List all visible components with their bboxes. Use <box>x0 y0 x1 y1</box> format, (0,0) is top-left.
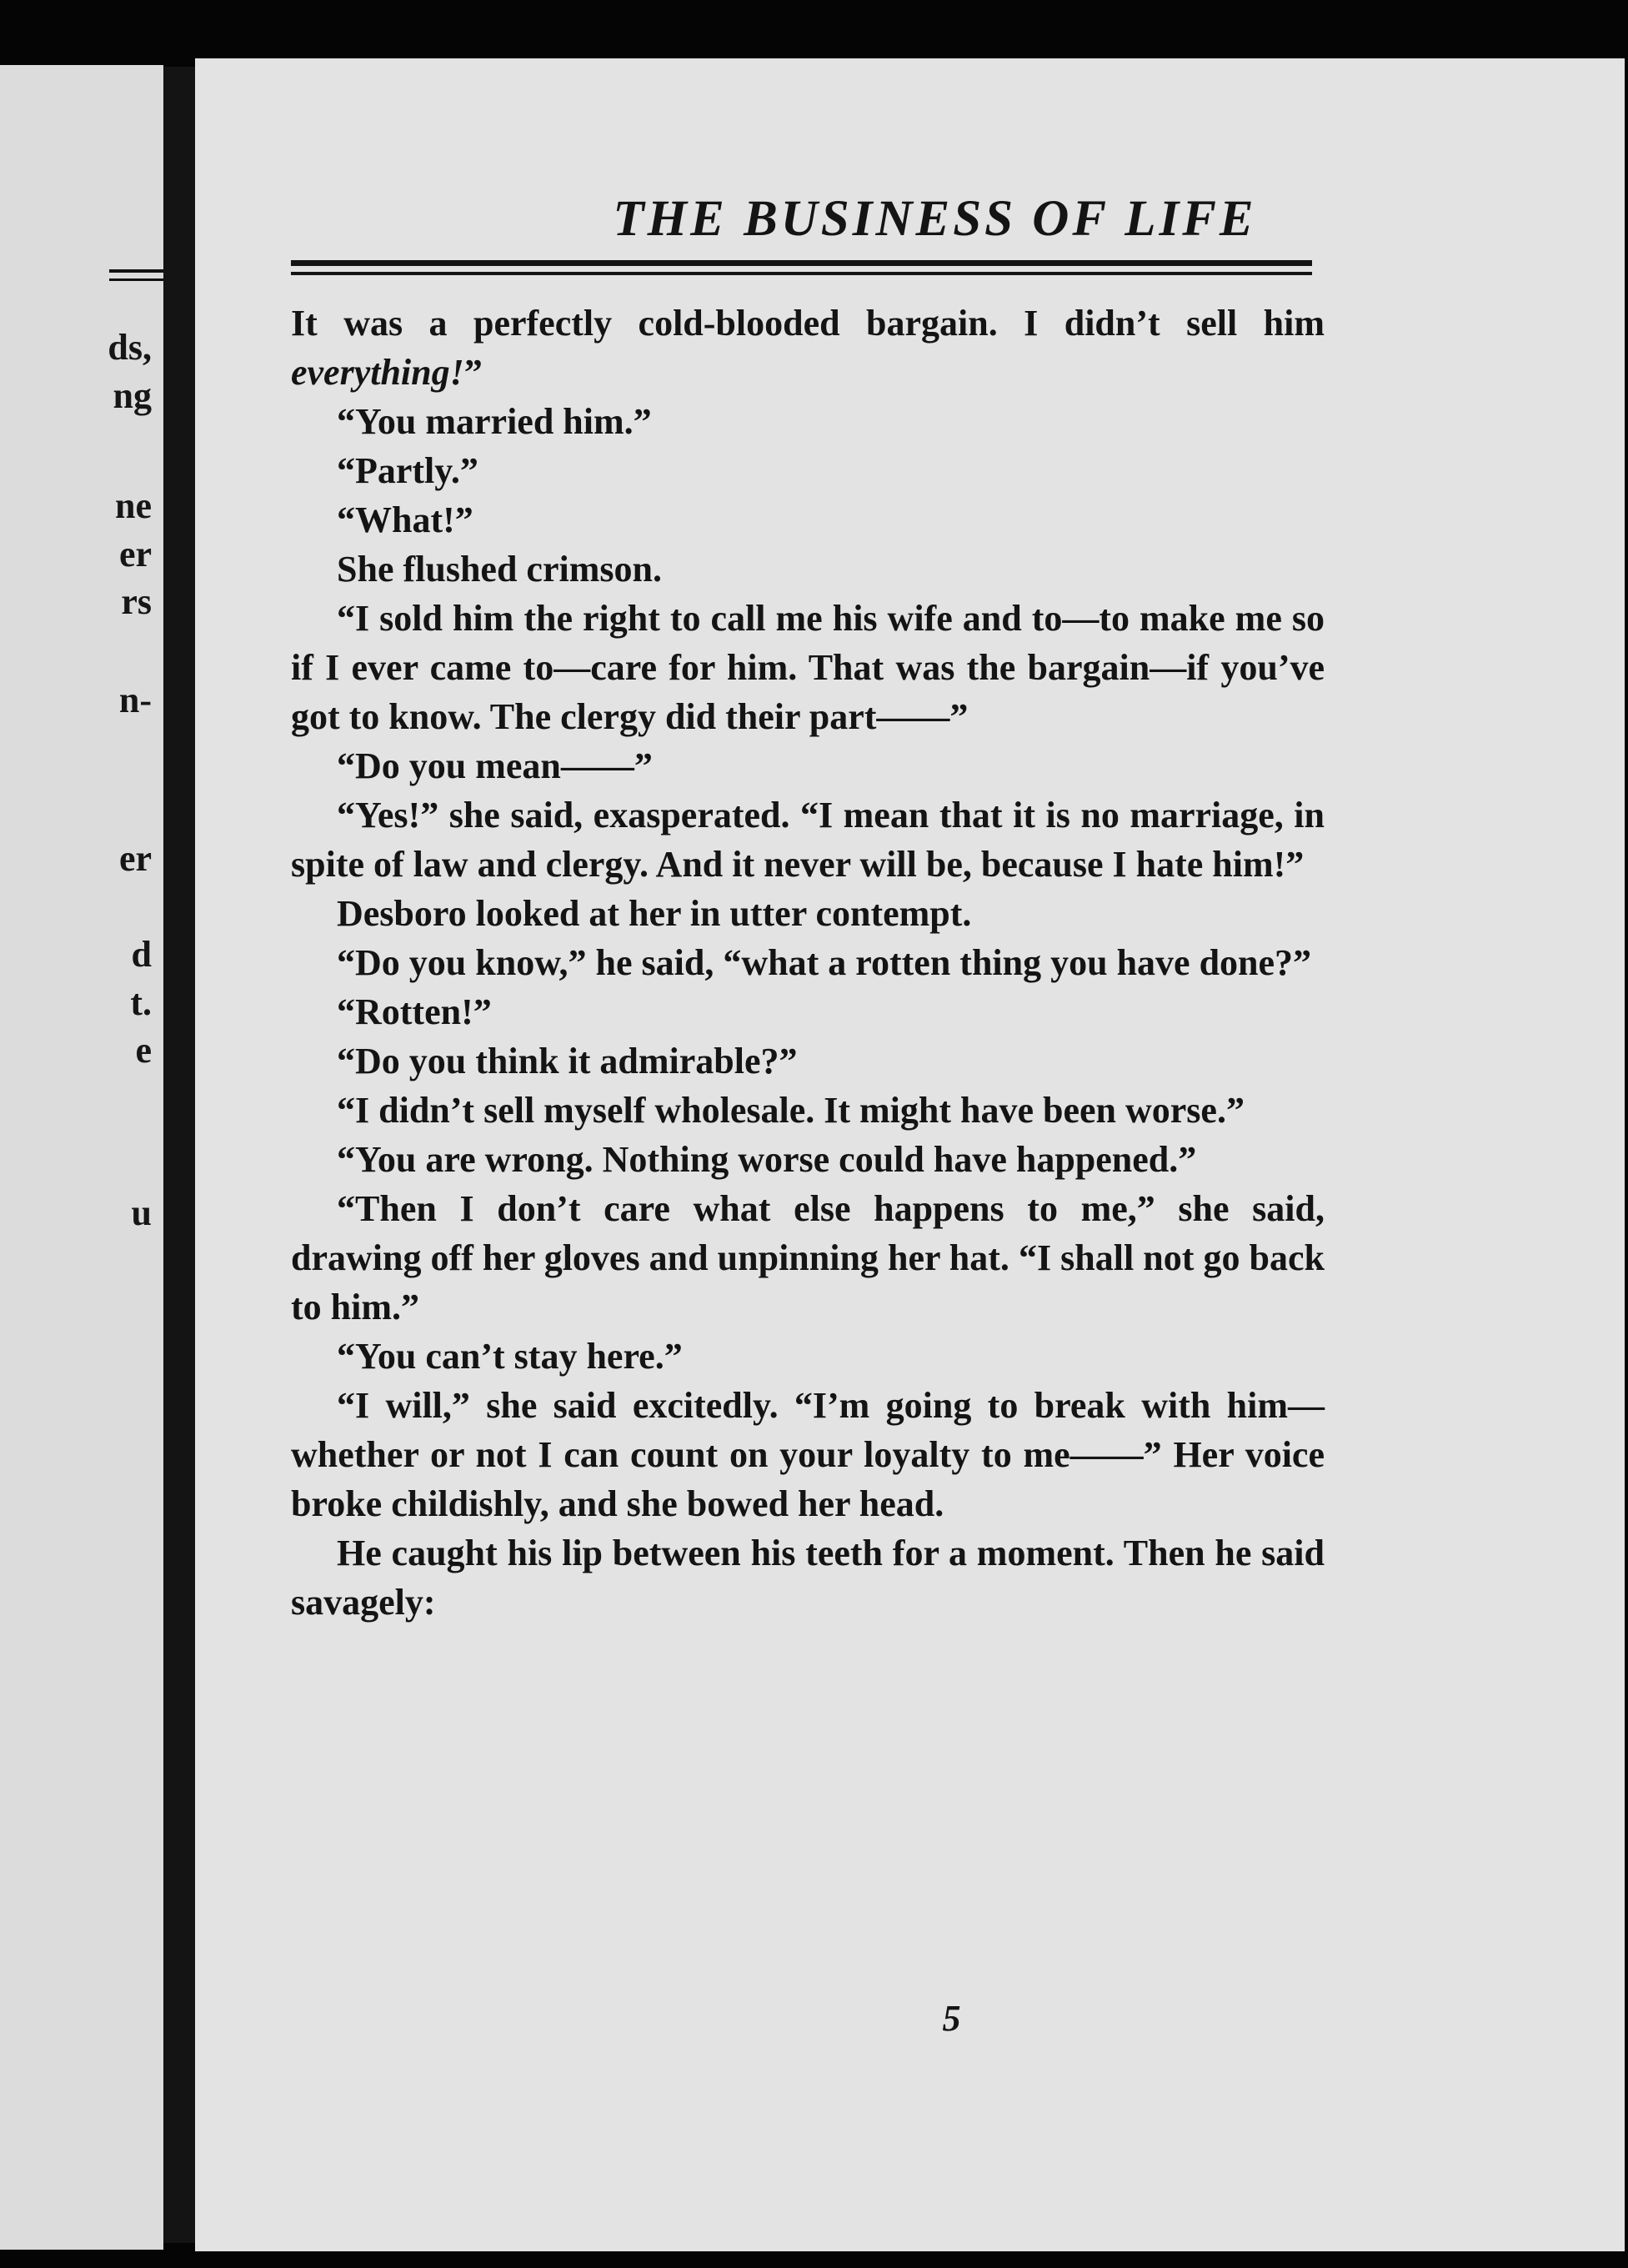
paragraph <box>291 594 1325 741</box>
paragraph <box>291 1135 1325 1184</box>
paragraph-text: “I didn’t sell myself wholesale. It might have been worse.” <box>337 1090 1245 1131</box>
paragraph <box>291 938 1325 987</box>
left-page-fragment: n- <box>118 680 152 720</box>
body-text <box>291 299 1325 1627</box>
paragraph <box>291 889 1325 938</box>
header-double-rule <box>291 260 1312 275</box>
paragraph <box>291 495 1325 544</box>
paragraph-text: She flushed crimson. <box>337 549 662 590</box>
paragraph <box>291 1332 1325 1381</box>
left-page-fragment: ne <box>115 485 152 526</box>
page-number: 5 <box>942 1998 961 2039</box>
left-page-fragment: er <box>118 534 152 575</box>
paragraph <box>291 741 1325 790</box>
left-page-fragment: t. <box>130 982 152 1023</box>
paragraph-text: “Do you think it admirable?” <box>337 1041 798 1081</box>
paragraph-text: He caught his lip between his teeth for a moment. Then he said savagely: <box>291 1533 1325 1623</box>
paragraph-text: “You can’t stay here.” <box>337 1336 683 1377</box>
emphasized-text: everything! <box>291 352 464 393</box>
paragraph-text: “I sold him the right to call me his wife and to—to make me so if I ever came to—care for him. That was the bargain—if you’ve got to know. The clergy did their part——” <box>291 598 1325 737</box>
paragraph-text: “Partly.” <box>337 450 478 491</box>
paragraph <box>291 1036 1325 1086</box>
paragraph <box>291 1381 1325 1528</box>
paragraph <box>291 397 1325 446</box>
left-page-fragment: ds, <box>108 327 152 368</box>
paragraph <box>291 446 1325 495</box>
paragraph-text: “Do you know,” he said, “what a rotten thing you have done?” <box>337 942 1312 983</box>
paragraph <box>291 1184 1325 1332</box>
paragraph-text: “What!” <box>337 499 473 540</box>
paragraph-text: “You married him.” <box>337 401 652 442</box>
paragraph <box>291 299 1325 397</box>
paragraph <box>291 1086 1325 1135</box>
paragraph-text: “Then I don’t care what else happens to me,” she said, drawing off her gloves and unpinning her hat. “I shall not go back to him.” <box>291 1188 1325 1327</box>
left-page-fragment: rs <box>121 581 152 622</box>
paragraph <box>291 544 1325 594</box>
left-page-fragment: er <box>118 838 152 879</box>
left-page-fragment: ng <box>113 375 152 416</box>
book-page <box>195 58 1625 2251</box>
paragraph <box>291 790 1325 889</box>
paragraph-text: It was a perfectly cold-blooded bargain. I didn’t sell him <box>291 303 1325 344</box>
paragraph-text: Desboro looked at her in utter contempt. <box>337 893 972 934</box>
left-page-fragment: u <box>131 1192 152 1233</box>
paragraph <box>291 1528 1325 1627</box>
paragraph-text: “Yes!” she said, exasperated. “I mean that it is no marriage, in spite of law and clergy. And it never will be, because I hate him!” <box>291 795 1325 885</box>
left-page-fragment: d <box>131 934 152 975</box>
left-page-fragment: e <box>135 1030 152 1071</box>
left-page-rule <box>109 269 163 281</box>
book-gutter <box>163 67 195 2243</box>
running-head: THE BUSINESS OF LIFE <box>613 191 1257 247</box>
paragraph-text: ” <box>463 352 483 393</box>
paragraph-text: “You are wrong. Nothing worse could have happened.” <box>337 1139 1197 1180</box>
paragraph-text: “I will,” she said excitedly. “I’m going to break with him—whether or not I can count on your loyalty to me——” Her voice broke childishly, and she bowed her head. <box>291 1385 1325 1524</box>
left-page-edge <box>0 65 163 2250</box>
paragraph-text: “Rotten!” <box>337 991 492 1032</box>
paragraph <box>291 987 1325 1036</box>
paragraph-text: “Do you mean——” <box>337 745 653 786</box>
